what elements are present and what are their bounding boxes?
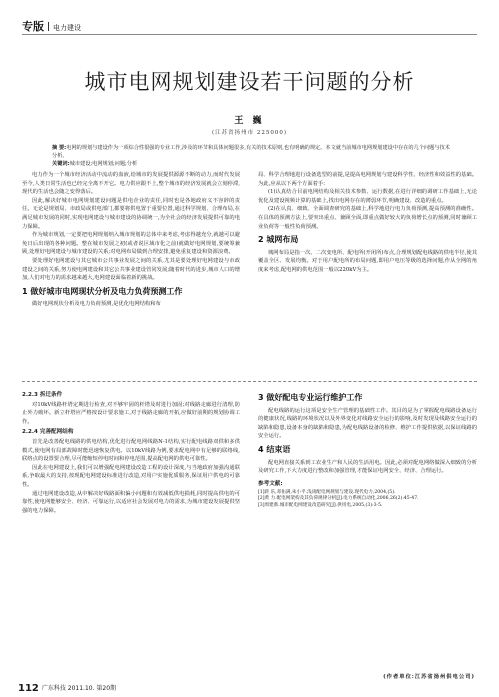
- author: 王 巍: [234, 116, 265, 126]
- header-rule: [22, 34, 477, 35]
- section-heading-4: 4 结束语: [258, 444, 291, 454]
- paragraph: 通过电网建设改造,从中解决好线路面积偏小问题和有效减低供电损耗,同时提高供电的可靠性,使电网能够安全、经济、可靠运行,以适应社会发展对电力的需求,为城市建设发展提供坚强的电力保障。: [22, 490, 240, 514]
- keywords-label: 关键词:: [52, 161, 70, 167]
- references: [258, 481, 477, 510]
- paragraph: 城网布局是指一次、二次变电所、配电所(开闭所)布点,合理规划配电线路的供电半径,使其覆盖全区、发展均衡。对于用户配电所的布局问题,即用户电压等级的选择问题,作从全网的角度来考虑,配电网的供电范围一般以220kV为主。: [258, 249, 477, 273]
- paragraph: 作为城市规划,一定要把电网规划纳入城市规划的总体中来考虑,考虑得越充分,就越可以避免日后出现的各种问题。整在城市发展之初(或者说区域市化之前)就做好电网规划,要统筹兼顾,处理好电网建设与城市建设的关系;对电网布局做到合理安排,避免重复建设和资源浪费。: [22, 232, 240, 256]
- right-column-top: [258, 171, 477, 275]
- references-title: 参考文献:: [258, 480, 283, 487]
- section-heading-2: 2 城网布局: [258, 235, 299, 245]
- paragraph: 因此在电网建设上,我们可以增强配电网建设改造工程的设计深度,与当地政府加强沟通联系,争取最大的支持,按现配电网建设标准进行改造,对用户实施优质服务,保证用户供电的可靠性。: [22, 464, 240, 488]
- abstract-block: [52, 144, 452, 168]
- paragraph: 局、科学合理地进行设备选型的前提,是提高电网规划与建设科学性、经济性和效益性的基础。为此,应从以下两个方面着手:: [258, 172, 477, 187]
- right-column-bottom: [258, 389, 477, 510]
- page-number: 112: [18, 683, 39, 694]
- keywords: [52, 160, 452, 168]
- paragraph: 做好电网现状分析及电力负荷预测,是优化电网结构和布: [32, 301, 161, 308]
- abstract: [52, 144, 452, 160]
- paragraph: 配电线路的运行这项是安全生产管理的基础性工作。其目的是为了掌握配电线路设备运行的健康状况,线路的环境状况以及外界变化对线路安全运行的影响,及时发现及线路安全运行的缺陷和隐患,设备本身的缺陷和隐患,为配电线路设备的检修、维护工作提供依据,以保证线路的安全运行。: [258, 407, 477, 440]
- left-column-bottom: [22, 389, 240, 515]
- reference-item: [3]周建新.城市配电网建设改造研究[J].供用电,2005,(3):3-5.: [258, 503, 383, 509]
- reference-item: [1]蒋 乐,邓佑满,朱小平.浅谈配电网规划与建设.现代电力,2004,(5).: [258, 489, 396, 495]
- paragraph: 配电网直接关系到工农业生产和人民的生活用电。因此,必须对配电网络做深入细致的分析及研究工作,下大力度进行整改和加强管理,才能保证电网安全、经济、合理运行。: [258, 459, 477, 475]
- paragraph: 因此,解决好城市电网规划建设问题是供电企业的责任,同时也是各地政府义不容辞的责任。无论是规划局、市政局或供电部门,都要将供电置于重要位置,通过科学规划、合理布局,在满足城市发展的同时,实现电网建设与城市建设的协调统一,为全社会的经济发展提供可靠的电力保障。: [22, 197, 240, 230]
- section-label: 电力建设: [53, 24, 81, 32]
- section-heading-3: 3 做好配电专业运行维护工作: [258, 393, 363, 402]
- header-separator: [48, 22, 49, 31]
- page-header: [22, 18, 81, 34]
- article-title: 城市电网规划建设若干问题的分析: [84, 70, 415, 94]
- paragraph: 电力作为一个城市经济活动中流动的血液,给城市的发展提供源源不断的动力,而时代发展至今,人类日常生活也已经完全离不开它。电力供应跟不上,整个城市的经济发展就会立刻停滞,现代的生活也会随之变得落后。: [22, 172, 240, 196]
- paragraph: 要处理好电网建设与其它城市公共事业发展之间的关系,尤其是要处理好电网建设与市政建设之间的关系,努力使电网建设和其它公共事业建设管同发展;随着时代的进步,城市人口的增加,人们对电力的需求越来越大,电网建设面临着新的挑战。: [22, 257, 240, 282]
- brand-label: 专版: [22, 20, 44, 33]
- paragraph: 对10kV线路杆塔定期进行检查,对不够牢固的杆塔及时进行加固;对线路走廊进行清理,防止外力破坏。新立杆塔应严格按设计要求施工,对于线路走廊的开拓,应做好前期的规划协调工作。: [22, 401, 240, 425]
- continuation-divider: [22, 381, 477, 382]
- reference-item: [2]黄 力.配电网架构及其负荷规律分析[J].电力系统自动化,2006,26(2):45-47.: [258, 496, 419, 502]
- subsection-heading: 2.2.3 拆迁条件: [22, 392, 63, 398]
- left-column-top: [22, 171, 240, 309]
- page-footer: [18, 683, 116, 694]
- paragraph: (2)在认真、细致、全面调查研究的基础上,科学地进行电力负荷预测,提高预测的准确性。在具体的预测方法上,要突出重点、兼顾全面,即重点做好较大的负荷增长点的预测,同时兼顾工业负荷等一般性负荷预测。: [258, 206, 477, 230]
- journal-info: 广东科技 2011.10. 第20期: [41, 685, 117, 692]
- affiliation: (江苏省扬州市 225000): [211, 130, 288, 136]
- section-heading-1: 1 做好城市电网现状分析及电力负荷预测工作: [22, 286, 183, 296]
- abstract-label: 摘 要:: [52, 145, 67, 151]
- keywords-text: 城市建设;电网规划;问题;分析: [69, 161, 138, 167]
- paragraph: (1)认真结合目前电网结构及相关技术参数、运行数据,在进行详细的调研工作基础上,无论优化及建设视频计算的基础上,找出电网存在的薄弱环节,明确建设、改造的重点。: [258, 189, 477, 204]
- author-unit: (作者单位:江苏省扬州供电公司): [383, 674, 475, 680]
- subsection-heading: 2.2.4 完善配网结构: [22, 429, 74, 436]
- abstract-text: 电网的规划与建设作为一项综合性很强的专业工作,涉及的环节和具体问题很多,有关的技术原则,也有明确的规定。本文就当前城市电网规划建设中存在的几个问题与技术分析。: [52, 145, 450, 159]
- paragraph: 首先是改善配电线路的供电结构,优化进行配电网线路N-1结构,实行配电线路双供和多供模式,使电网有局部故障时能迅速恢复供电。以10kV线路为例,要求配电网中有足够的联络线,联络点的设置要合理,尽可能缩短停电时间和停电范围,提高配电网的供电可靠性。: [22, 438, 240, 463]
